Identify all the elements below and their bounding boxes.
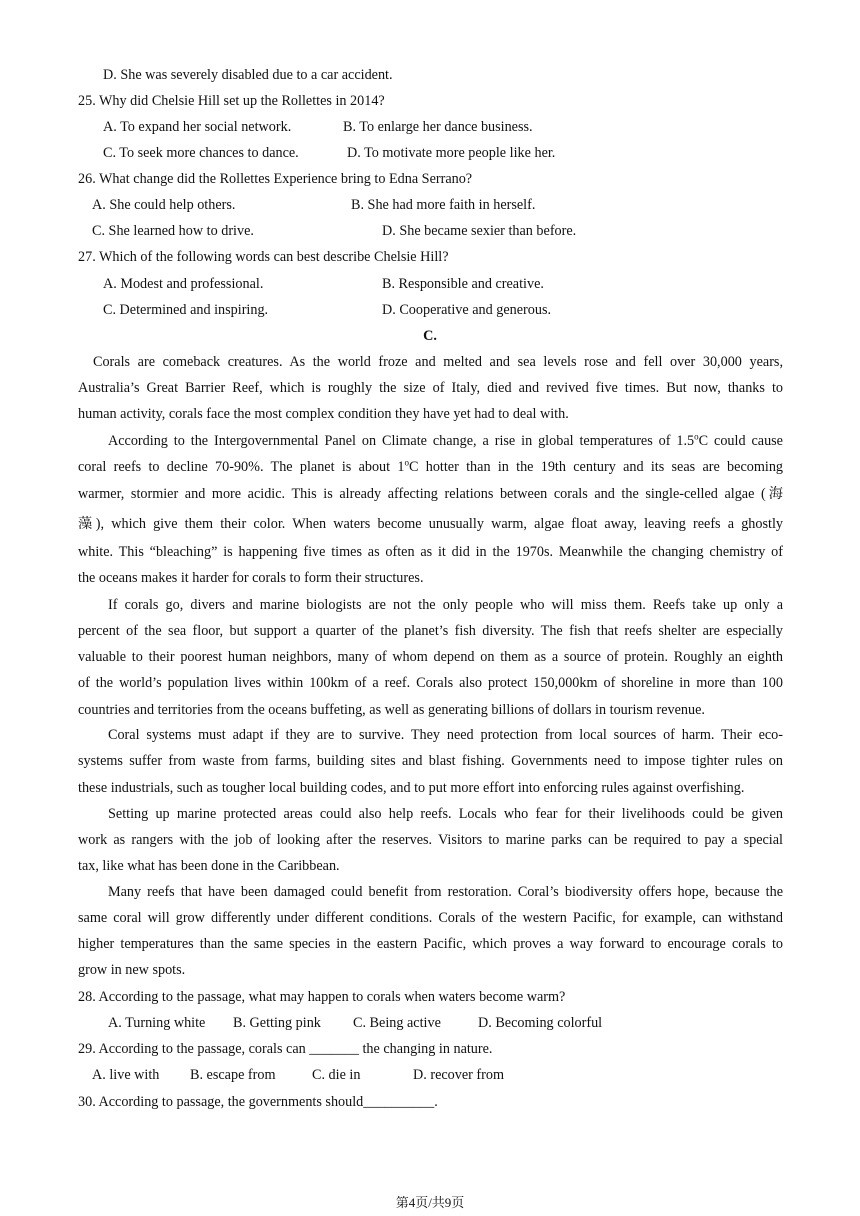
q29-option-d: D. recover from bbox=[413, 1067, 504, 1083]
passage-line: Australia’s Great Barrier Reef, which is roughly the size of Italy, died and revived five times. But now, thanks to bbox=[78, 380, 783, 396]
passage-line: higher temperatures than the same species in the eastern Pacific, which proves a way forward to encourage corals to bbox=[78, 936, 783, 952]
q27-option-a: A. Modest and professional. bbox=[103, 276, 264, 292]
passage-line: same coral will grow differently under different conditions. Corals of the western Pacific, for example, can withstand bbox=[78, 910, 783, 926]
section-heading: C. bbox=[423, 328, 437, 344]
passage-line: Coral systems must adapt if they are to survive. They need protection from local sources of harm. Their eco- bbox=[108, 727, 783, 743]
passage-line bbox=[78, 458, 783, 476]
passage-line: countries and territories from the oceans buffeting, as well as generating billions of dollars in tourism revenue. bbox=[78, 702, 705, 718]
passage-text: According to the Intergovernmental Panel on Climate change, a rise in global temperatures of 1.5 bbox=[108, 433, 695, 449]
q30-question: 30. According to passage, the governments should__________. bbox=[78, 1094, 438, 1110]
passage-line: Corals are comeback creatures. As the world froze and melted and sea levels rose and fell over 30,000 years, bbox=[93, 354, 783, 370]
q28-option-b: B. Getting pink bbox=[233, 1015, 321, 1031]
q25-option-a: A. To expand her social network. bbox=[103, 119, 292, 135]
q26-option-a: A. She could help others. bbox=[92, 197, 236, 213]
q25-option-b: B. To enlarge her dance business. bbox=[343, 119, 533, 135]
passage-line: human activity, corals face the most complex condition they have yet had to deal with. bbox=[78, 406, 569, 422]
q28-option-a: A. Turning white bbox=[108, 1015, 206, 1031]
passage-line: work as rangers with the job of looking after the reserves. Visitors to marine parks can be required to pay a special bbox=[78, 832, 783, 848]
degree-sign: o bbox=[694, 431, 699, 442]
page-number: 第4页/共9页 bbox=[395, 1195, 465, 1210]
q28-option-d: D. Becoming colorful bbox=[478, 1015, 603, 1031]
q27-option-d: D. Cooperative and generous. bbox=[382, 302, 552, 318]
passage-line: grow in new spots. bbox=[78, 962, 186, 978]
q29-option-a: A. live with bbox=[92, 1067, 160, 1083]
q24-option-d: D. She was severely disabled due to a car accident. bbox=[103, 67, 393, 83]
q27-option-b: B. Responsible and creative. bbox=[382, 276, 544, 292]
q29-question: 29. According to the passage, corals can _______ the changing in nature. bbox=[78, 1041, 493, 1057]
passage-line: these industrials, such as tougher local building codes, and to put more effort into enforcing rules against overfishing. bbox=[78, 780, 745, 796]
passage-line: percent of the sea floor, but support a quarter of the planet’s fish diversity. The fish that reefs shelter are especially bbox=[78, 623, 783, 639]
q28-question: 28. According to the passage, what may happen to corals when waters become warm? bbox=[78, 989, 566, 1005]
passage-line: the oceans makes it harder for corals to form their structures. bbox=[78, 570, 424, 586]
q29-option-b: B. escape from bbox=[190, 1067, 276, 1083]
q25-option-c: C. To seek more chances to dance. bbox=[103, 145, 299, 161]
passage-line: 藻), which give them their color. When waters become unusually warm, algae float away, leaving reefs a ghostly bbox=[78, 516, 783, 532]
q26-option-b: B. She had more faith in herself. bbox=[351, 197, 536, 213]
passage-line: systems suffer from waste from farms, building sites and blast fishing. Governments need to impose tighter rules on bbox=[78, 753, 783, 769]
passage-text: C hotter than in the 19th century and its seas are becoming bbox=[408, 459, 784, 475]
passage-line: white. This “bleaching” is happening five times as often as it did in the 1970s. Meanwhile the changing chemistry of bbox=[78, 544, 783, 560]
q28-option-c: C. Being active bbox=[353, 1015, 441, 1031]
passage-line: Many reefs that have been damaged could benefit from restoration. Coral’s biodiversity offers hope, because the bbox=[108, 884, 783, 900]
passage-text: C could cause bbox=[698, 433, 783, 449]
passage-line bbox=[78, 432, 783, 450]
q26-question: 26. What change did the Rollettes Experience bring to Edna Serrano? bbox=[78, 171, 473, 187]
passage-line: tax, like what has been done in the Caribbean. bbox=[78, 858, 340, 874]
passage-line: Setting up marine protected areas could also help reefs. Locals who fear for their livelihoods could be given bbox=[108, 806, 783, 822]
degree-sign: o bbox=[404, 457, 409, 468]
q27-question: 27. Which of the following words can best describe Chelsie Hill? bbox=[78, 249, 449, 265]
q26-option-c: C. She learned how to drive. bbox=[92, 223, 254, 239]
q29-option-c: C. die in bbox=[312, 1067, 361, 1083]
q26-option-d: D. She became sexier than before. bbox=[382, 223, 577, 239]
q25-question: 25. Why did Chelsie Hill set up the Rollettes in 2014? bbox=[78, 93, 385, 109]
passage-text: coral reefs to decline 70-90%. The planet is about 1 bbox=[78, 459, 405, 475]
passage-line: If corals go, divers and marine biologists are not the only people who will miss them. Reefs take up only a bbox=[108, 597, 783, 613]
passage-line: of the world’s population lives within 100km of a reef. Corals also protect 150,000km of shoreline in more than 100 bbox=[78, 675, 783, 691]
passage-line: valuable to their poorest human neighbors, many of whom depend on them as a source of protein. Roughly an eighth bbox=[78, 649, 783, 665]
passage-line: warmer, stormier and more acidic. This is already affecting relations between corals and the single-celled algae (海 bbox=[78, 486, 783, 502]
q25-option-d: D. To motivate more people like her. bbox=[347, 145, 556, 161]
q27-option-c: C. Determined and inspiring. bbox=[103, 302, 269, 318]
